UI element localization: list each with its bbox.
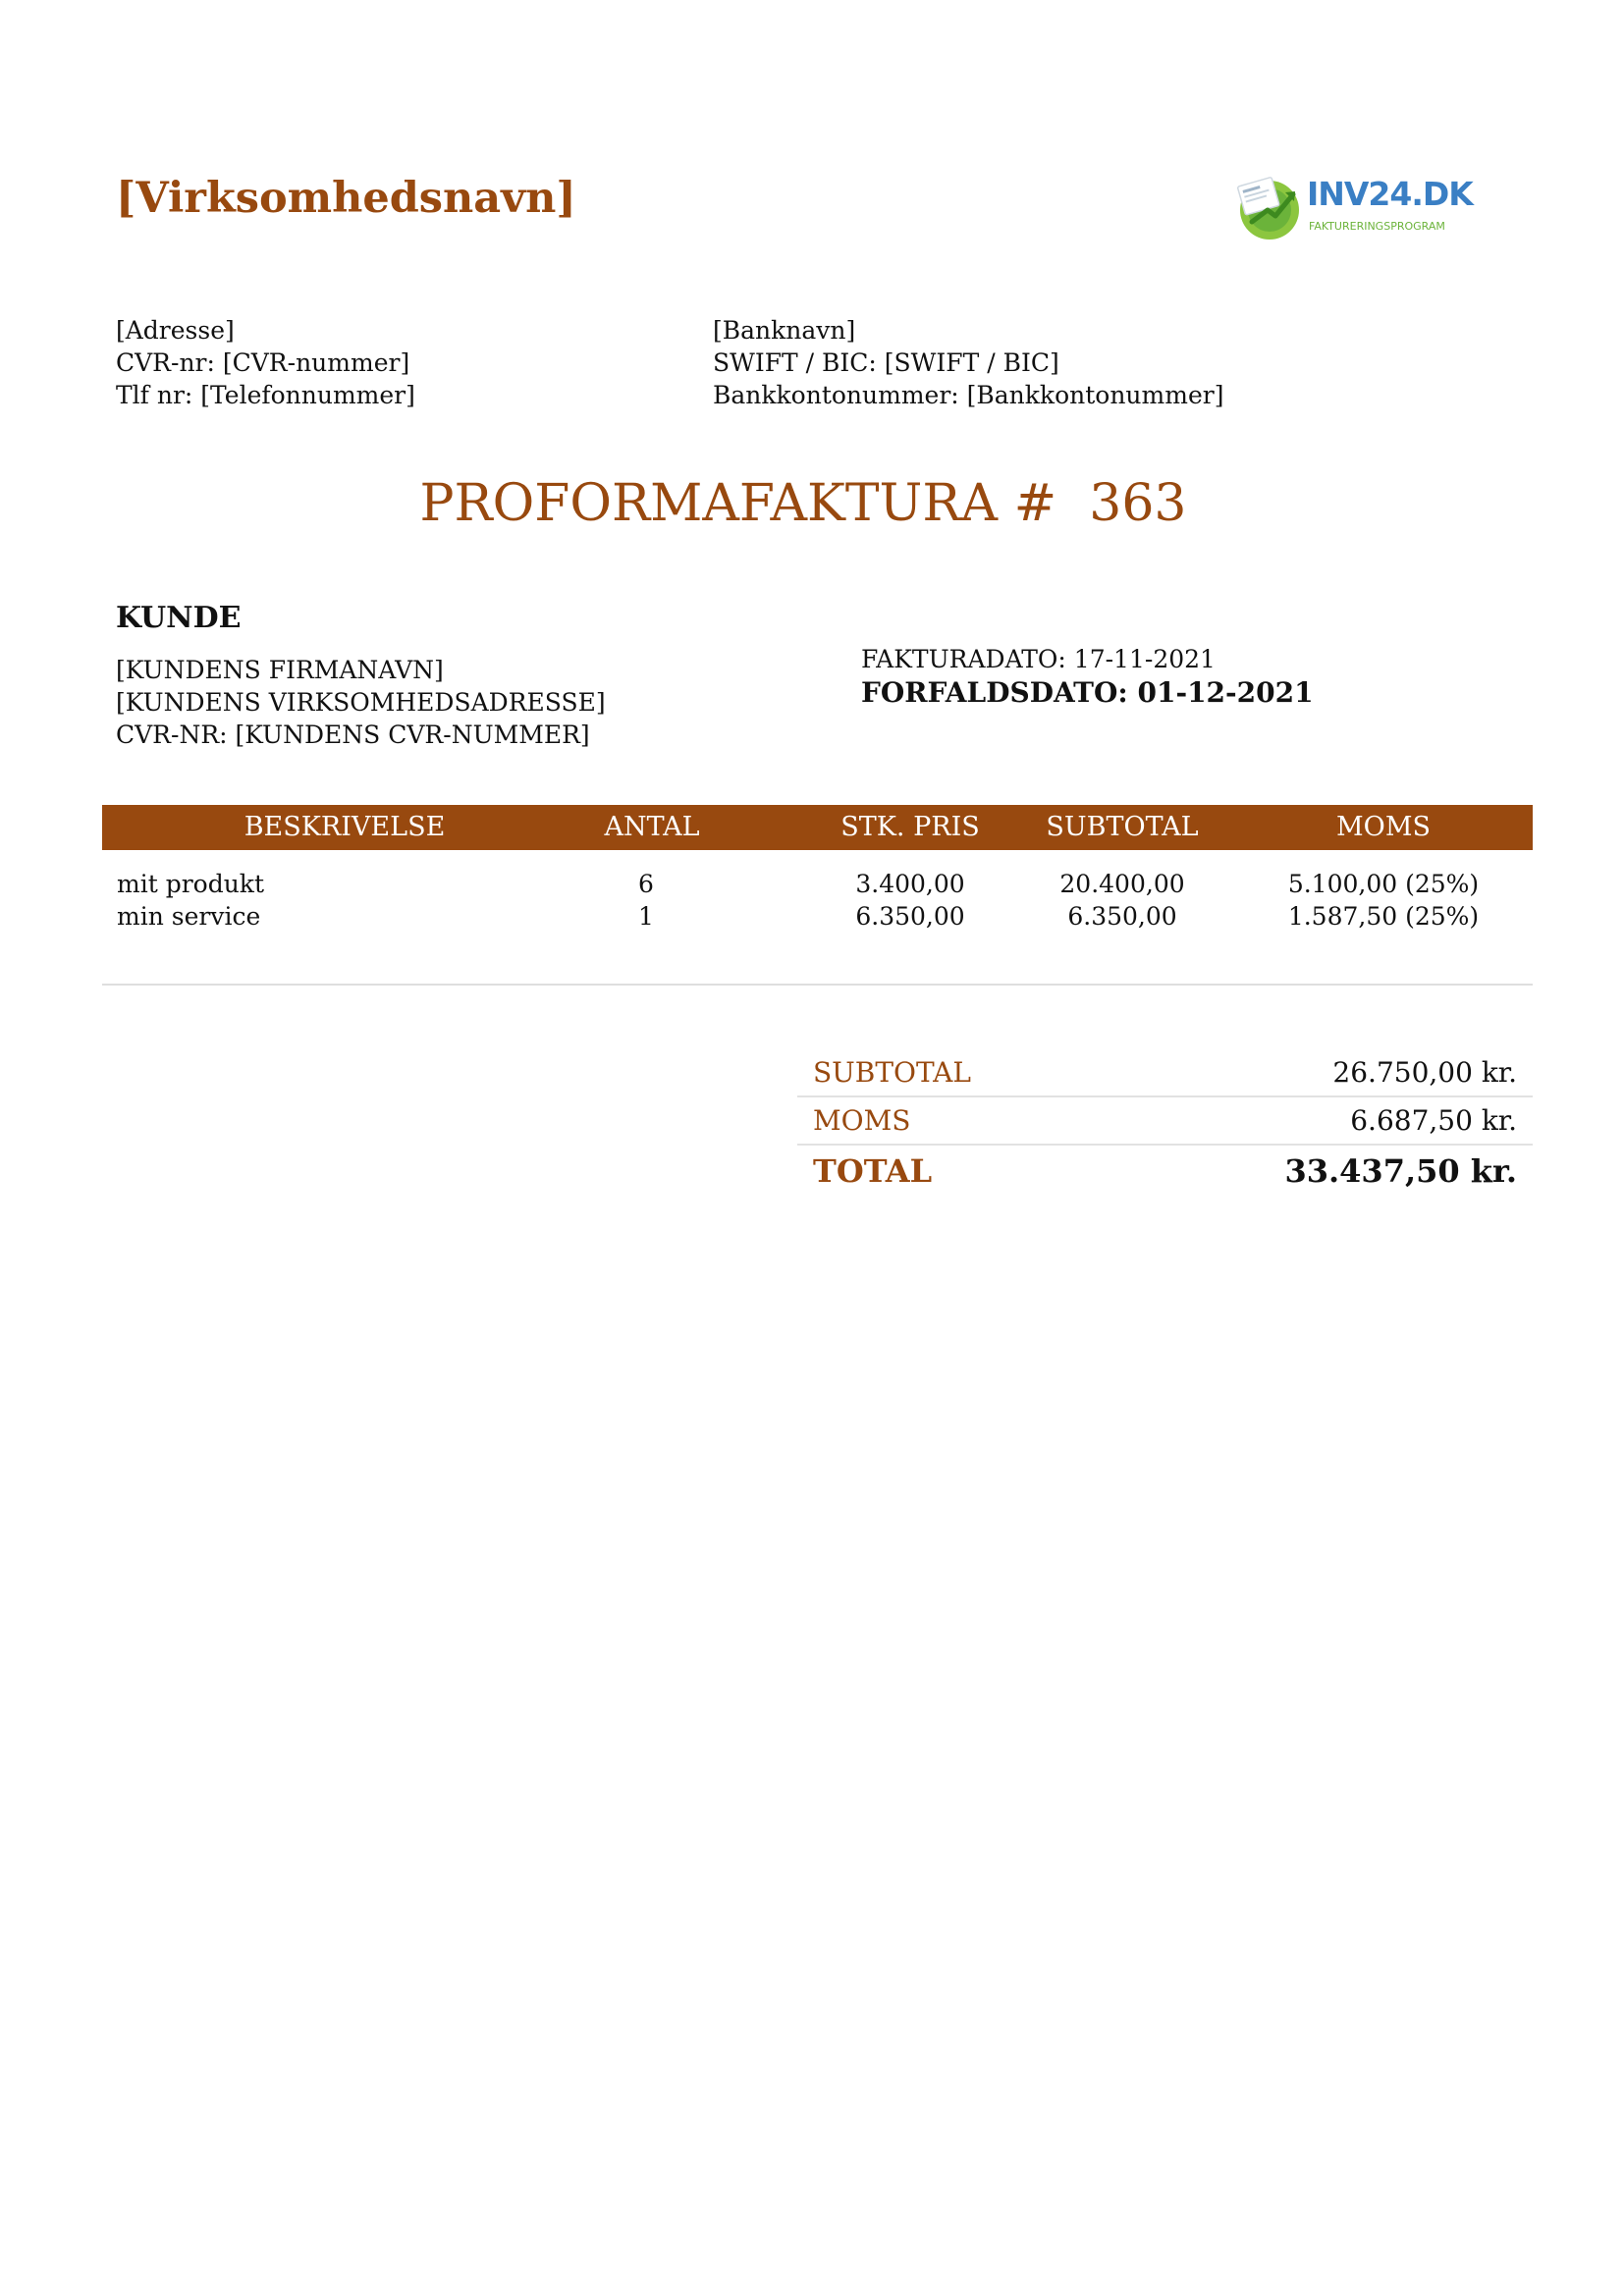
total-label: TOTAL — [813, 1152, 933, 1190]
vat-value: 6.687,50 kr. — [1350, 1104, 1517, 1137]
header-quantity: ANTAL — [604, 812, 700, 842]
seller-cvr: CVR-nr: [CVR-nummer] — [116, 348, 410, 377]
table-row: min service 1 6.350,00 6.350,00 1.587,50 (25%) — [117, 902, 1480, 931]
row-description: min service — [117, 902, 261, 931]
inv24-logo — [1232, 169, 1473, 245]
company-name: [Virksomhedsnavn] — [116, 174, 576, 223]
header-vat: MOMS — [1336, 812, 1431, 842]
items-table — [102, 805, 1533, 986]
invoice-date: FAKTURADATO: 17-11-2021 — [861, 645, 1216, 673]
bank-account: Bankkontonummer: [Bankkontonummer] — [713, 381, 1224, 409]
seller-info — [116, 314, 415, 411]
vat-row — [797, 1097, 1533, 1146]
document-title: PROFORMAFAKTURA # 363 — [419, 474, 1187, 533]
logo-text: INV24.DK — [1307, 175, 1473, 213]
customer-info — [116, 654, 606, 751]
header-subtotal: SUBTOTAL — [1046, 812, 1199, 842]
table-body — [102, 850, 1533, 986]
total-row — [797, 1146, 1533, 1192]
row-description: mit produkt — [117, 870, 264, 898]
customer-company: [KUNDENS FIRMANAVN] — [116, 656, 444, 684]
header-description: BESKRIVELSE — [244, 812, 446, 842]
header-unit-price: STK. PRIS — [840, 812, 980, 842]
bank-name: [Banknavn] — [713, 316, 856, 345]
invoice-chart-icon — [1232, 171, 1305, 243]
vat-label: MOMS — [813, 1104, 911, 1137]
logo-subtitle: FAKTURERINGSPROGRAM — [1309, 220, 1445, 233]
subtotal-value: 26.750,00 kr. — [1332, 1056, 1517, 1089]
subtotal-row — [797, 1049, 1533, 1097]
table-row: mit produkt 6 3.400,00 20.400,00 5.100,00 (25%) — [117, 870, 1480, 898]
invoice-dates — [861, 643, 1314, 711]
seller-phone: Tlf nr: [Telefonnummer] — [116, 381, 415, 409]
customer-heading: KUNDE — [116, 601, 242, 635]
due-date: FORFALDSDATO: 01-12-2021 — [861, 676, 1314, 709]
subtotal-label: SUBTOTAL — [813, 1056, 971, 1089]
seller-address: [Adresse] — [116, 316, 235, 345]
totals-block — [797, 1049, 1533, 1192]
table-header — [102, 805, 1533, 850]
bank-info — [713, 314, 1223, 411]
bank-swift: SWIFT / BIC: [SWIFT / BIC] — [713, 348, 1059, 377]
customer-cvr: CVR-NR: [KUNDENS CVR-NUMMER] — [116, 721, 590, 749]
customer-address: [KUNDENS VIRKSOMHEDSADRESSE] — [116, 688, 606, 717]
total-value: 33.437,50 kr. — [1284, 1152, 1517, 1190]
